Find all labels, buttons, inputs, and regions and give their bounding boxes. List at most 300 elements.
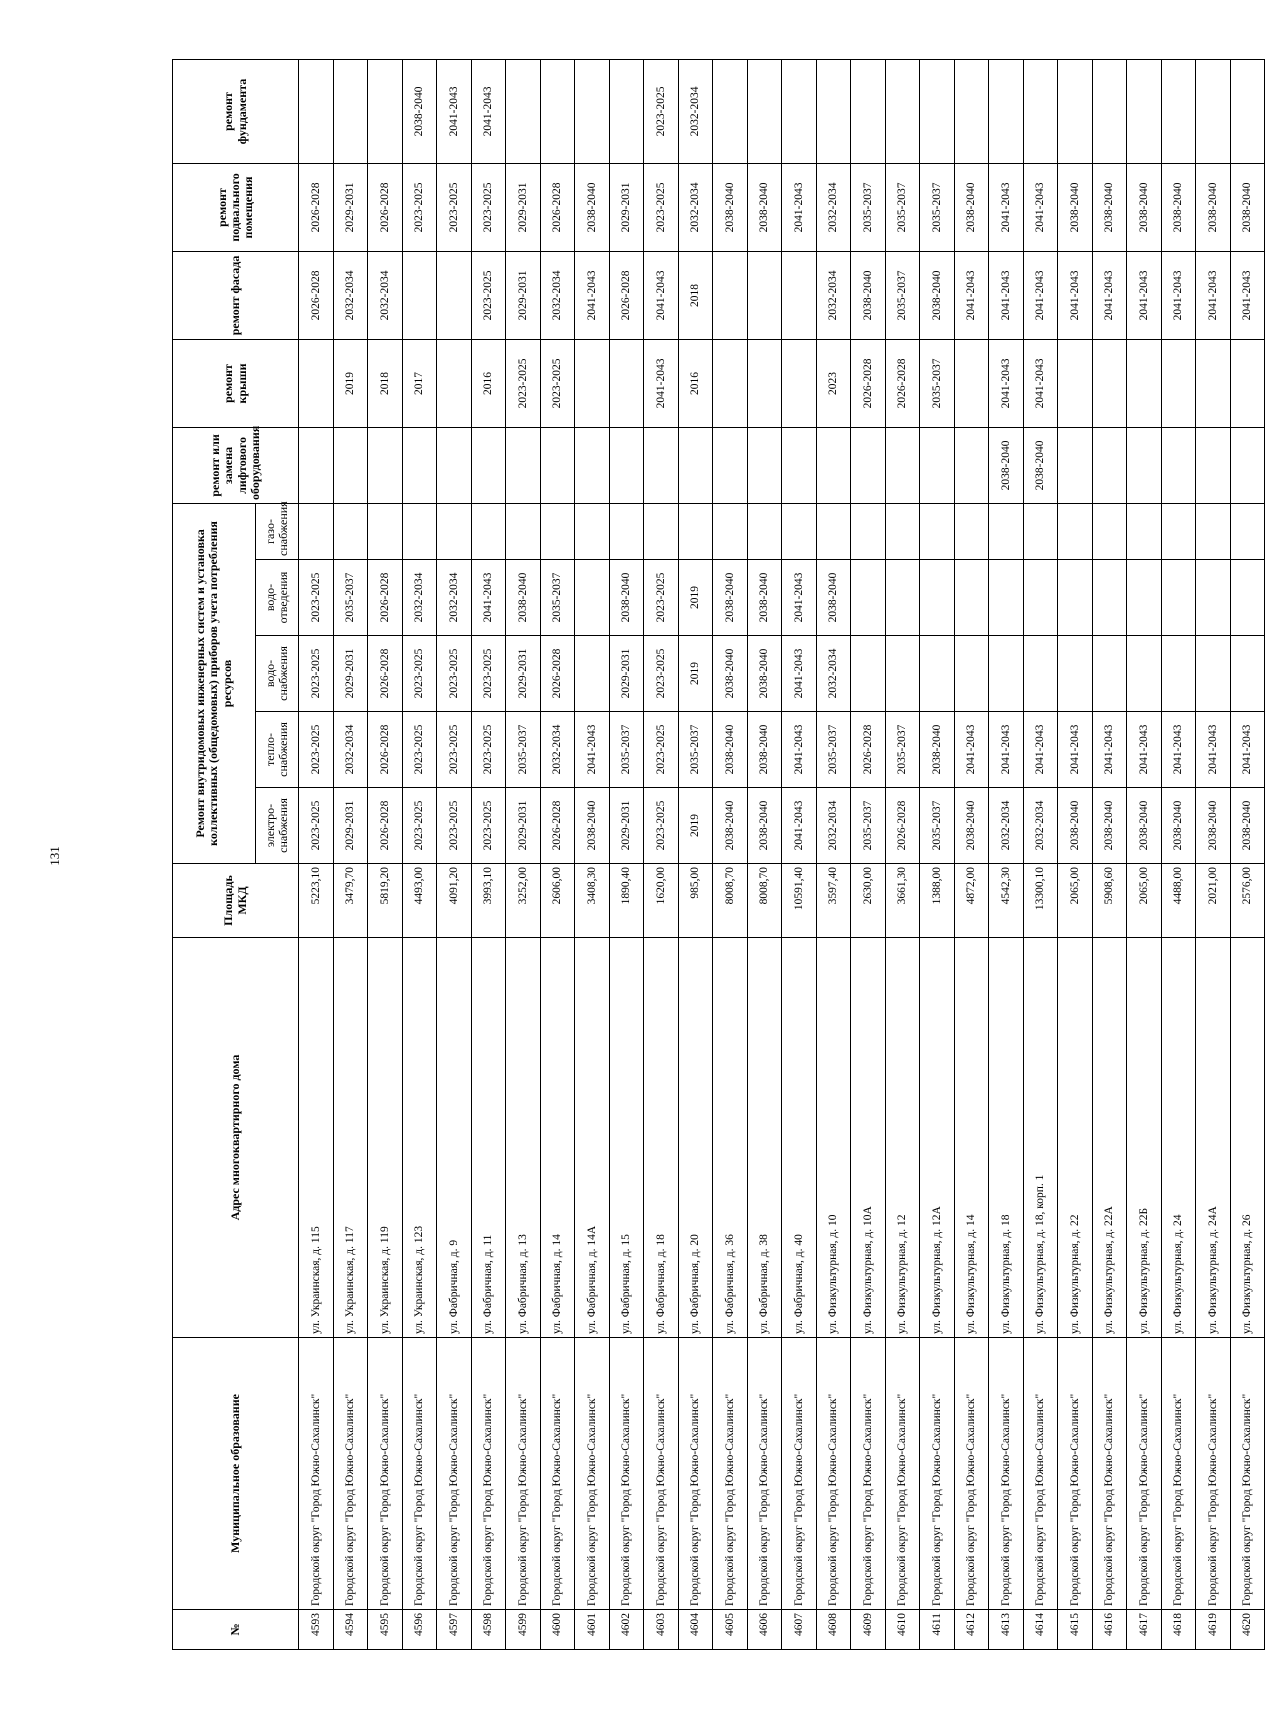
cell-gas: [540, 503, 575, 559]
cell-foundation: [333, 59, 368, 163]
cell-area: 4542,30: [989, 864, 1024, 938]
cell-water-disposal: 2035-2037: [333, 560, 368, 636]
cell-number: 4606: [747, 1610, 782, 1650]
cell-municipality: Городской округ "Город Южно-Сахалинск": [437, 1338, 472, 1610]
cell-water-disposal: [1127, 560, 1162, 636]
cell-number: 4601: [575, 1610, 610, 1650]
cell-foundation: [1058, 59, 1093, 163]
table-row: [540, 59, 575, 1649]
cell-water-disposal: 2041-2043: [782, 560, 817, 636]
cell-heat: 2041-2043: [1230, 712, 1265, 788]
cell-basement: 2038-2040: [713, 163, 748, 251]
cell-gas: [333, 503, 368, 559]
cell-foundation: [747, 59, 782, 163]
cell-electric: 2023-2025: [402, 788, 437, 864]
cell-water-disposal: 2038-2040: [747, 560, 782, 636]
cell-number: 4597: [437, 1610, 472, 1650]
cell-elevator: [1058, 427, 1093, 503]
cell-gas: [989, 503, 1024, 559]
cell-area: 5223,10: [299, 864, 334, 938]
cell-basement: 2029-2031: [333, 163, 368, 251]
cell-number: 4608: [816, 1610, 851, 1650]
cell-water-supply: [920, 636, 955, 712]
cell-basement: 2029-2031: [609, 163, 644, 251]
cell-basement: 2038-2040: [575, 163, 610, 251]
cell-water-supply: [1058, 636, 1093, 712]
cell-number: 4614: [1023, 1610, 1058, 1650]
cell-electric: 2041-2043: [782, 788, 817, 864]
cell-heat: 2035-2037: [678, 712, 713, 788]
cell-foundation: [506, 59, 541, 163]
cell-elevator: [1127, 427, 1162, 503]
cell-heat: 2038-2040: [713, 712, 748, 788]
cell-foundation: [299, 59, 334, 163]
cell-foundation: 2038-2040: [402, 59, 437, 163]
cell-basement: 2038-2040: [954, 163, 989, 251]
table-row: [575, 59, 610, 1649]
cell-facade: 2038-2040: [920, 251, 955, 339]
cell-address: ул. Украинская, д. 119: [368, 938, 403, 1338]
cell-address: ул. Фабричная, д. 13: [506, 938, 541, 1338]
cell-municipality: Городской округ "Город Южно-Сахалинск": [1058, 1338, 1093, 1610]
table-row: [851, 59, 886, 1649]
cell-elevator: [368, 427, 403, 503]
cell-basement: 2032-2034: [816, 163, 851, 251]
cell-municipality: Городской округ "Город Южно-Сахалинск": [402, 1338, 437, 1610]
cell-gas: [437, 503, 472, 559]
cell-water-disposal: [920, 560, 955, 636]
cell-number: 4596: [402, 1610, 437, 1650]
cell-number: 4612: [954, 1610, 989, 1650]
cell-electric: 2032-2034: [816, 788, 851, 864]
header-heat: тепло-снабжения: [256, 712, 299, 788]
cell-basement: 2032-2034: [678, 163, 713, 251]
cell-gas: [1092, 503, 1127, 559]
cell-foundation: [782, 59, 817, 163]
cell-number: 4604: [678, 1610, 713, 1650]
table-row: [816, 59, 851, 1649]
cell-elevator: [678, 427, 713, 503]
cell-basement: 2026-2028: [540, 163, 575, 251]
table-row: [1058, 59, 1093, 1649]
cell-area: 4488,00: [1161, 864, 1196, 938]
cell-area: 10591,40: [782, 864, 817, 938]
cell-municipality: Городской округ "Город Южно-Сахалинск": [954, 1338, 989, 1610]
cell-water-supply: [851, 636, 886, 712]
cell-water-supply: [1092, 636, 1127, 712]
cell-gas: [816, 503, 851, 559]
cell-heat: 2041-2043: [1127, 712, 1162, 788]
cell-gas: [1023, 503, 1058, 559]
cell-foundation: [1161, 59, 1196, 163]
cell-elevator: [851, 427, 886, 503]
cell-gas: [1058, 503, 1093, 559]
cell-roof: 2035-2037: [920, 339, 955, 427]
cell-address: ул. Фабричная, д. 15: [609, 938, 644, 1338]
cell-electric: 2038-2040: [1230, 788, 1265, 864]
cell-number: 4593: [299, 1610, 334, 1650]
cell-water-disposal: [1058, 560, 1093, 636]
cell-electric: 2038-2040: [713, 788, 748, 864]
cell-basement: 2026-2028: [368, 163, 403, 251]
cell-foundation: [1092, 59, 1127, 163]
cell-basement: 2038-2040: [1127, 163, 1162, 251]
header-num: №: [173, 1610, 299, 1650]
cell-roof: 2026-2028: [885, 339, 920, 427]
cell-water-supply: [1230, 636, 1265, 712]
cell-municipality: Городской округ "Город Южно-Сахалинск": [1161, 1338, 1196, 1610]
cell-water-disposal: [575, 560, 610, 636]
cell-address: ул. Украинская, д. 117: [333, 938, 368, 1338]
cell-municipality: Городской округ "Город Южно-Сахалинск": [1023, 1338, 1058, 1610]
cell-number: 4598: [471, 1610, 506, 1650]
cell-area: 1620,00: [644, 864, 679, 938]
cell-facade: 2041-2043: [954, 251, 989, 339]
cell-foundation: [368, 59, 403, 163]
cell-facade: 2041-2043: [1092, 251, 1127, 339]
cell-water-disposal: 2038-2040: [713, 560, 748, 636]
cell-gas: [851, 503, 886, 559]
cell-municipality: Городской округ "Город Южно-Сахалинск": [851, 1338, 886, 1610]
table-row: [1023, 59, 1058, 1649]
cell-water-disposal: 2038-2040: [506, 560, 541, 636]
cell-address: ул. Фабричная, д. 14: [540, 938, 575, 1338]
cell-address: ул. Физкультурная, д. 26: [1230, 938, 1265, 1338]
table-row: [506, 59, 541, 1649]
header-roof: ремонт крыши: [173, 339, 299, 427]
cell-number: 4616: [1092, 1610, 1127, 1650]
cell-elevator: 2038-2040: [1023, 427, 1058, 503]
cell-facade: 2038-2040: [851, 251, 886, 339]
cell-electric: 2023-2025: [437, 788, 472, 864]
cell-basement: 2038-2040: [1092, 163, 1127, 251]
cell-number: 4615: [1058, 1610, 1093, 1650]
cell-address: ул. Фабричная, д. 9: [437, 938, 472, 1338]
cell-facade: 2032-2034: [816, 251, 851, 339]
cell-foundation: [1127, 59, 1162, 163]
cell-address: ул. Фабричная, д. 18: [644, 938, 679, 1338]
cell-facade: 2032-2034: [368, 251, 403, 339]
table-body: [299, 59, 1265, 1649]
header-basement: ремонт подвального помещения: [173, 163, 299, 251]
cell-municipality: Городской округ "Город Южно-Сахалинск": [299, 1338, 334, 1610]
cell-basement: 2038-2040: [1196, 163, 1231, 251]
cell-facade: [437, 251, 472, 339]
cell-number: 4619: [1196, 1610, 1231, 1650]
cell-roof: 2023: [816, 339, 851, 427]
cell-foundation: [1230, 59, 1265, 163]
cell-municipality: Городской округ "Город Южно-Сахалинск": [368, 1338, 403, 1610]
cell-water-disposal: 2032-2034: [437, 560, 472, 636]
cell-water-disposal: 2023-2025: [299, 560, 334, 636]
cell-municipality: Городской округ "Город Южно-Сахалинск": [816, 1338, 851, 1610]
cell-address: ул. Украинская, д. 123: [402, 938, 437, 1338]
cell-area: 5908,60: [1092, 864, 1127, 938]
cell-address: ул. Физкультурная, д. 14: [954, 938, 989, 1338]
cell-roof: [437, 339, 472, 427]
cell-gas: [782, 503, 817, 559]
cell-area: 8008,70: [713, 864, 748, 938]
cell-water-supply: 2038-2040: [713, 636, 748, 712]
cell-number: 4617: [1127, 1610, 1162, 1650]
cell-gas: [713, 503, 748, 559]
cell-municipality: Городской округ "Город Южно-Сахалинск": [1127, 1338, 1162, 1610]
cell-water-supply: 2023-2025: [471, 636, 506, 712]
cell-roof: [713, 339, 748, 427]
cell-gas: [402, 503, 437, 559]
cell-heat: 2032-2034: [540, 712, 575, 788]
cell-gas: [471, 503, 506, 559]
cell-area: 13300,10: [1023, 864, 1058, 938]
cell-area: 1890,40: [609, 864, 644, 938]
cell-water-disposal: 2023-2025: [644, 560, 679, 636]
cell-area: 2630,00: [851, 864, 886, 938]
header-water-supply: водо-снабжения: [256, 636, 299, 712]
cell-area: 2576,00: [1230, 864, 1265, 938]
cell-elevator: [644, 427, 679, 503]
cell-number: 4595: [368, 1610, 403, 1650]
cell-electric: 2032-2034: [1023, 788, 1058, 864]
cell-foundation: [1196, 59, 1231, 163]
cell-foundation: [609, 59, 644, 163]
cell-area: 2065,00: [1058, 864, 1093, 938]
cell-roof: 2016: [678, 339, 713, 427]
cell-address: ул. Физкультурная, д. 24А: [1196, 938, 1231, 1338]
cell-basement: 2023-2025: [644, 163, 679, 251]
cell-number: 4618: [1161, 1610, 1196, 1650]
cell-address: ул. Физкультурная, д. 10: [816, 938, 851, 1338]
cell-municipality: Городской округ "Город Южно-Сахалинск": [920, 1338, 955, 1610]
cell-roof: [782, 339, 817, 427]
table-row: [471, 59, 506, 1649]
cell-number: 4607: [782, 1610, 817, 1650]
cell-municipality: Городской округ "Город Южно-Сахалинск": [575, 1338, 610, 1610]
cell-roof: [1196, 339, 1231, 427]
cell-area: 3661,30: [885, 864, 920, 938]
cell-address: ул. Фабричная, д. 14А: [575, 938, 610, 1338]
cell-water-supply: 2026-2028: [540, 636, 575, 712]
table-row: [885, 59, 920, 1649]
cell-basement: 2041-2043: [1023, 163, 1058, 251]
cell-elevator: [1161, 427, 1196, 503]
cell-municipality: Городской округ "Город Южно-Сахалинск": [1196, 1338, 1231, 1610]
cell-area: 2021,00: [1196, 864, 1231, 938]
cell-basement: 2041-2043: [989, 163, 1024, 251]
cell-water-supply: 2026-2028: [368, 636, 403, 712]
cell-address: ул. Физкультурная, д. 10А: [851, 938, 886, 1338]
cell-elevator: [747, 427, 782, 503]
table-row: [1196, 59, 1231, 1649]
cell-roof: [954, 339, 989, 427]
cell-heat: 2035-2037: [609, 712, 644, 788]
cell-water-disposal: [885, 560, 920, 636]
cell-heat: 2023-2025: [402, 712, 437, 788]
cell-municipality: Городской округ "Город Южно-Сахалинск": [747, 1338, 782, 1610]
cell-elevator: 2038-2040: [989, 427, 1024, 503]
cell-basement: 2035-2037: [885, 163, 920, 251]
cell-address: ул. Фабричная, д. 36: [713, 938, 748, 1338]
cell-address: ул. Фабричная, д. 11: [471, 938, 506, 1338]
cell-electric: 2032-2034: [989, 788, 1024, 864]
table-row: [1127, 59, 1162, 1649]
cell-gas: [644, 503, 679, 559]
header-foundation: ремонт фундамента: [173, 59, 299, 163]
table-row: [954, 59, 989, 1649]
cell-basement: 2038-2040: [1161, 163, 1196, 251]
cell-basement: 2026-2028: [299, 163, 334, 251]
cell-gas: [920, 503, 955, 559]
capital-repair-table: [172, 59, 1265, 1650]
cell-facade: 2041-2043: [1161, 251, 1196, 339]
cell-elevator: [816, 427, 851, 503]
cell-elevator: [299, 427, 334, 503]
cell-heat: 2041-2043: [954, 712, 989, 788]
cell-basement: 2038-2040: [1058, 163, 1093, 251]
cell-water-disposal: [851, 560, 886, 636]
cell-elevator: [609, 427, 644, 503]
cell-gas: [575, 503, 610, 559]
cell-water-supply: [1127, 636, 1162, 712]
cell-gas: [299, 503, 334, 559]
cell-number: 4620: [1230, 1610, 1265, 1650]
header-municipality: Муниципальное образование: [173, 1338, 299, 1610]
cell-elevator: [713, 427, 748, 503]
cell-gas: [1196, 503, 1231, 559]
cell-water-disposal: 2041-2043: [471, 560, 506, 636]
cell-facade: 2041-2043: [575, 251, 610, 339]
cell-foundation: 2041-2043: [437, 59, 472, 163]
cell-facade: 2041-2043: [1023, 251, 1058, 339]
cell-electric: 2038-2040: [1127, 788, 1162, 864]
cell-electric: 2029-2031: [609, 788, 644, 864]
cell-municipality: Городской округ "Город Южно-Сахалинск": [609, 1338, 644, 1610]
cell-electric: 2026-2028: [540, 788, 575, 864]
cell-facade: [747, 251, 782, 339]
cell-water-supply: [1161, 636, 1196, 712]
table-row: [644, 59, 679, 1649]
cell-area: 8008,70: [747, 864, 782, 938]
cell-area: 4872,00: [954, 864, 989, 938]
cell-water-supply: [1196, 636, 1231, 712]
cell-elevator: [333, 427, 368, 503]
cell-foundation: [575, 59, 610, 163]
table-row: [1161, 59, 1196, 1649]
cell-number: 4609: [851, 1610, 886, 1650]
cell-roof: 2041-2043: [989, 339, 1024, 427]
table-row: [678, 59, 713, 1649]
cell-foundation: [954, 59, 989, 163]
cell-elevator: [506, 427, 541, 503]
cell-heat: 2023-2025: [437, 712, 472, 788]
cell-foundation: 2041-2043: [471, 59, 506, 163]
cell-electric: 2029-2031: [333, 788, 368, 864]
cell-foundation: [851, 59, 886, 163]
cell-foundation: [713, 59, 748, 163]
cell-municipality: Городской округ "Город Южно-Сахалинск": [989, 1338, 1024, 1610]
cell-basement: 2038-2040: [747, 163, 782, 251]
cell-roof: [1127, 339, 1162, 427]
cell-elevator: [885, 427, 920, 503]
cell-number: 4611: [920, 1610, 955, 1650]
table-row: [437, 59, 472, 1649]
cell-elevator: [575, 427, 610, 503]
cell-area: 1388,00: [920, 864, 955, 938]
cell-facade: 2041-2043: [1196, 251, 1231, 339]
cell-address: ул. Физкультурная, д. 24: [1161, 938, 1196, 1338]
cell-water-supply: [575, 636, 610, 712]
cell-roof: 2018: [368, 339, 403, 427]
cell-foundation: [989, 59, 1024, 163]
cell-elevator: [1230, 427, 1265, 503]
cell-basement: 2035-2037: [851, 163, 886, 251]
cell-water-disposal: [1230, 560, 1265, 636]
cell-roof: [1161, 339, 1196, 427]
cell-heat: 2041-2043: [782, 712, 817, 788]
cell-address: ул. Физкультурная, д. 22: [1058, 938, 1093, 1338]
cell-electric: 2038-2040: [1196, 788, 1231, 864]
cell-heat: 2023-2025: [644, 712, 679, 788]
cell-roof: 2017: [402, 339, 437, 427]
cell-number: 4602: [609, 1610, 644, 1650]
cell-area: 985,00: [678, 864, 713, 938]
cell-basement: 2035-2037: [920, 163, 955, 251]
cell-roof: 2023-2025: [506, 339, 541, 427]
cell-water-supply: 2019: [678, 636, 713, 712]
cell-roof: 2016: [471, 339, 506, 427]
cell-facade: 2032-2034: [333, 251, 368, 339]
cell-water-disposal: [1161, 560, 1196, 636]
cell-area: 4091,20: [437, 864, 472, 938]
cell-municipality: Городской округ "Город Южно-Сахалинск": [713, 1338, 748, 1610]
table-row: [782, 59, 817, 1649]
table-row: [609, 59, 644, 1649]
cell-foundation: 2023-2025: [644, 59, 679, 163]
cell-water-supply: 2032-2034: [816, 636, 851, 712]
cell-gas: [885, 503, 920, 559]
cell-area: 3252,00: [506, 864, 541, 938]
cell-basement: 2029-2031: [506, 163, 541, 251]
cell-water-supply: 2023-2025: [299, 636, 334, 712]
cell-address: ул. Физкультурная, д. 12: [885, 938, 920, 1338]
table-row: [402, 59, 437, 1649]
cell-roof: 2041-2043: [644, 339, 679, 427]
rotated-table-wrapper: [172, 60, 1254, 1650]
cell-municipality: Городской округ "Город Южно-Сахалинск": [333, 1338, 368, 1610]
cell-facade: [402, 251, 437, 339]
cell-facade: 2041-2043: [1058, 251, 1093, 339]
cell-roof: 2026-2028: [851, 339, 886, 427]
header-address: Адрес многоквартирного дома: [173, 938, 299, 1338]
cell-water-supply: 2023-2025: [437, 636, 472, 712]
cell-facade: [713, 251, 748, 339]
cell-gas: [506, 503, 541, 559]
cell-elevator: [402, 427, 437, 503]
cell-address: ул. Физкультурная, д. 22А: [1092, 938, 1127, 1338]
table-row: [747, 59, 782, 1649]
cell-number: 4603: [644, 1610, 679, 1650]
cell-heat: 2041-2043: [1058, 712, 1093, 788]
cell-electric: 2038-2040: [575, 788, 610, 864]
cell-heat: 2032-2034: [333, 712, 368, 788]
cell-electric: 2038-2040: [1058, 788, 1093, 864]
cell-electric: 2029-2031: [506, 788, 541, 864]
cell-area: 2606,00: [540, 864, 575, 938]
cell-elevator: [920, 427, 955, 503]
header-elevator: ремонт или замена лифтового оборудования: [173, 427, 299, 503]
cell-water-supply: [989, 636, 1024, 712]
cell-heat: 2023-2025: [299, 712, 334, 788]
cell-heat: 2041-2043: [989, 712, 1024, 788]
